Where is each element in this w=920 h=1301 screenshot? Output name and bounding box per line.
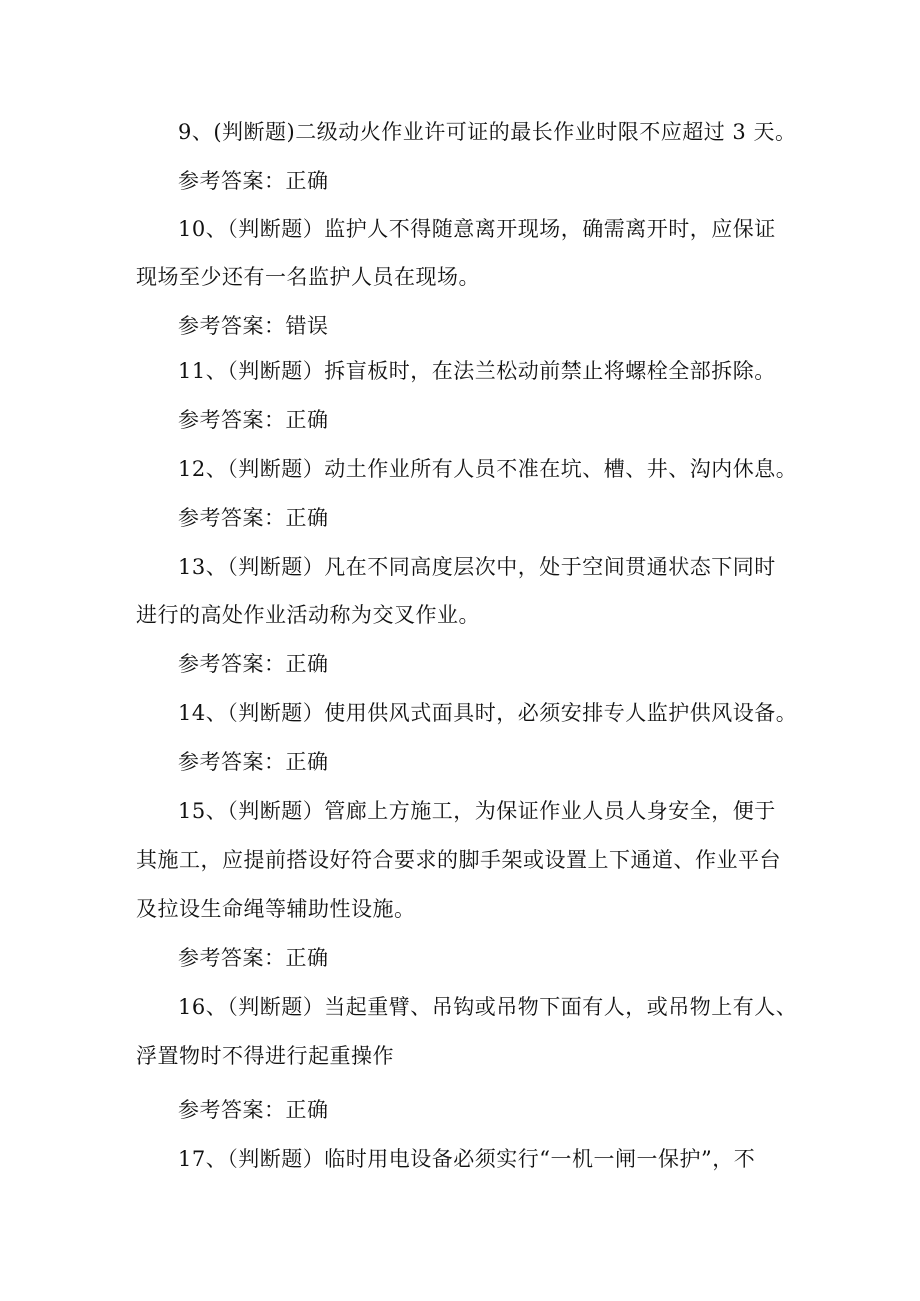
- question-13-line-2: 进行的高处作业活动称为交叉作业。: [136, 603, 480, 627]
- question-10-line-2: 现场至少还有一名监护人员在现场。: [136, 265, 480, 289]
- question-10-line-1: 10、（判断题）监护人不得随意离开现场，确需离开时，应保证: [178, 217, 776, 241]
- question-14-line-1: 14、（判断题）使用供风式面具时，必须安排专人监护供风设备。: [178, 701, 798, 725]
- question-16-line-1: 16、（判断题）当起重臂、吊钩或吊物下面有人，或吊物上有人、: [178, 995, 798, 1019]
- question-9-line-1: 9、(判断题)二级动火作业许可证的最长作业时限不应超过 3 天。: [178, 120, 797, 144]
- question-9-answer: 参考答案：正确: [178, 169, 329, 193]
- question-12-line-1: 12、（判断题）动土作业所有人员不准在坑、槽、井、沟内休息。: [178, 457, 798, 481]
- question-10-answer: 参考答案：错误: [178, 314, 329, 338]
- question-16-answer: 参考答案：正确: [178, 1098, 329, 1122]
- question-14-answer: 参考答案：正确: [178, 750, 329, 774]
- question-15-answer: 参考答案：正确: [178, 946, 329, 970]
- question-13-line-1: 13、（判断题）凡在不同高度层次中，处于空间贯通状态下同时: [178, 555, 776, 579]
- question-13-answer: 参考答案：正确: [178, 652, 329, 676]
- question-11-answer: 参考答案：正确: [178, 408, 329, 432]
- question-16-line-2: 浮置物时不得进行起重操作: [136, 1044, 394, 1068]
- question-15-line-1: 15、（判断题）管廊上方施工，为保证作业人员人身安全，便于: [178, 799, 776, 823]
- question-17-line-1: 17、（判断题）临时用电设备必须实行“一机一闸一保护”，不: [178, 1147, 756, 1171]
- question-15-line-2: 其施工，应提前搭设好符合要求的脚手架或设置上下通道、作业平台: [136, 848, 781, 872]
- question-12-answer: 参考答案：正确: [178, 506, 329, 530]
- question-11-line-1: 11、（判断题）拆盲板时，在法兰松动前禁止将螺栓全部拆除。: [178, 359, 776, 383]
- question-15-line-3: 及拉设生命绳等辅助性设施。: [136, 897, 416, 921]
